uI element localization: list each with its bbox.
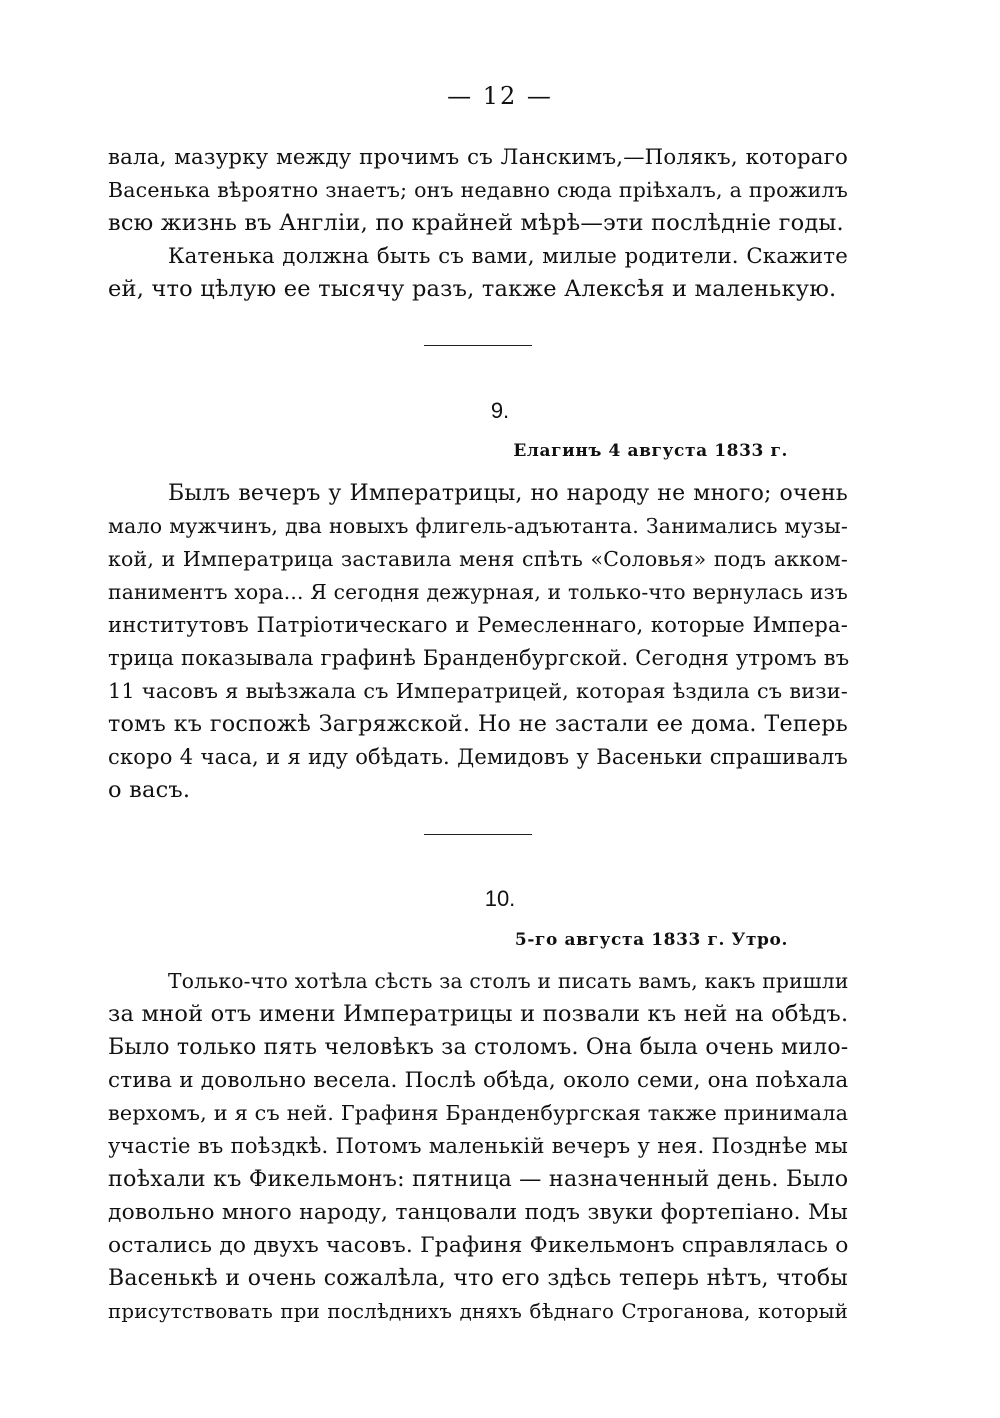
section-divider — [424, 345, 532, 346]
text-line: Только-что хотѣла сѣсть за столъ и писать вамъ, какъ пришли — [168, 969, 849, 993]
letter-number: 9. — [490, 398, 510, 423]
text-line: вала, мазурку между прочимъ съ Ланскимъ,—Полякъ, котораго — [108, 145, 848, 170]
text-line: довольно много народу, танцовали подъ звуки фортепіано. Мы — [108, 1200, 848, 1225]
letter-dateline: Елагинъ 4 августа 1833 г. — [513, 441, 788, 461]
section-divider — [424, 834, 532, 835]
text-line: верхомъ, и я съ ней. Графиня Бранденбургская также принимала — [108, 1101, 849, 1125]
letter-10-body — [108, 965, 848, 1328]
text-line: Васенька вѣроятно знаетъ; онъ недавно сюда пріѣхалъ, а прожилъ — [108, 178, 848, 202]
text-line: Былъ вечеръ у Императрицы, но народу не много; очень — [168, 481, 848, 506]
text-line: Катенька должна быть съ вами, милые родители. Скажите — [168, 244, 848, 269]
text-line: мало мужчинъ, два новыхъ флигель-адъютанта. Занимались музы- — [108, 514, 848, 538]
text-line: стива и довольно весела. Послѣ обѣда, около семи, она поѣхала — [108, 1068, 849, 1093]
text-line: остались до двухъ часовъ. Графиня Фикельмонъ справлялась о — [108, 1233, 849, 1258]
letter-9-body — [108, 477, 848, 807]
text-line: участіе въ поѣздкѣ. Потомъ маленькій вечеръ у нея. Позднѣе мы — [108, 1134, 848, 1158]
text-line: 11 часовъ я выѣзжала съ Императрицей, которая ѣздила съ визи- — [108, 679, 848, 703]
text-line: поѣхали къ Фикельмонъ: пятница — назначенный день. Было — [108, 1166, 849, 1192]
text-line: Васенькѣ и очень сожалѣла, что его здѣсь теперь нѣтъ, чтобы — [108, 1266, 848, 1291]
text-line: о васъ. — [108, 777, 191, 803]
text-line: за мной отъ имени Императрицы и позвали къ ней на обѣдъ. — [108, 1001, 849, 1027]
text-line: томъ къ госпожѣ Загряжской. Но не застали ее дома. Теперь — [108, 711, 848, 737]
letter-number: 10. — [484, 886, 516, 911]
text-line: институтовъ Патріотическаго и Ремесленнаго, которые Импера- — [108, 613, 848, 637]
text-line: Было только пять человѣкъ за столомъ. Она была очень мило- — [108, 1035, 849, 1060]
text-line: трица показывала графинѣ Бранденбургской. Сегодня утромъ въ — [108, 646, 850, 670]
text-line: присутствовать при послѣднихъ дняхъ бѣднаго Строганова, который — [108, 1300, 848, 1323]
text-line: скоро 4 часа, и я иду обѣдать. Демидовъ у Васеньки спрашивалъ — [108, 745, 848, 769]
page-number: — 12 — — [447, 82, 553, 110]
intro-text — [108, 141, 848, 306]
letter-dateline: 5-го августа 1833 г. Утро. — [514, 930, 788, 950]
text-line: паниментъ хора... Я сегодня дежурная, и только-что вернулась изъ — [108, 580, 848, 604]
text-line: ей, что цѣлую ее тысячу разъ, также Алексѣя и маленькую. — [108, 276, 837, 302]
text-line: всю жизнь въ Англіи, по крайней мѣрѣ—эти послѣдніе годы. — [108, 210, 844, 236]
text-line: кой, и Императрица заставила меня спѣть «Соловья» подъ акком- — [108, 547, 848, 571]
